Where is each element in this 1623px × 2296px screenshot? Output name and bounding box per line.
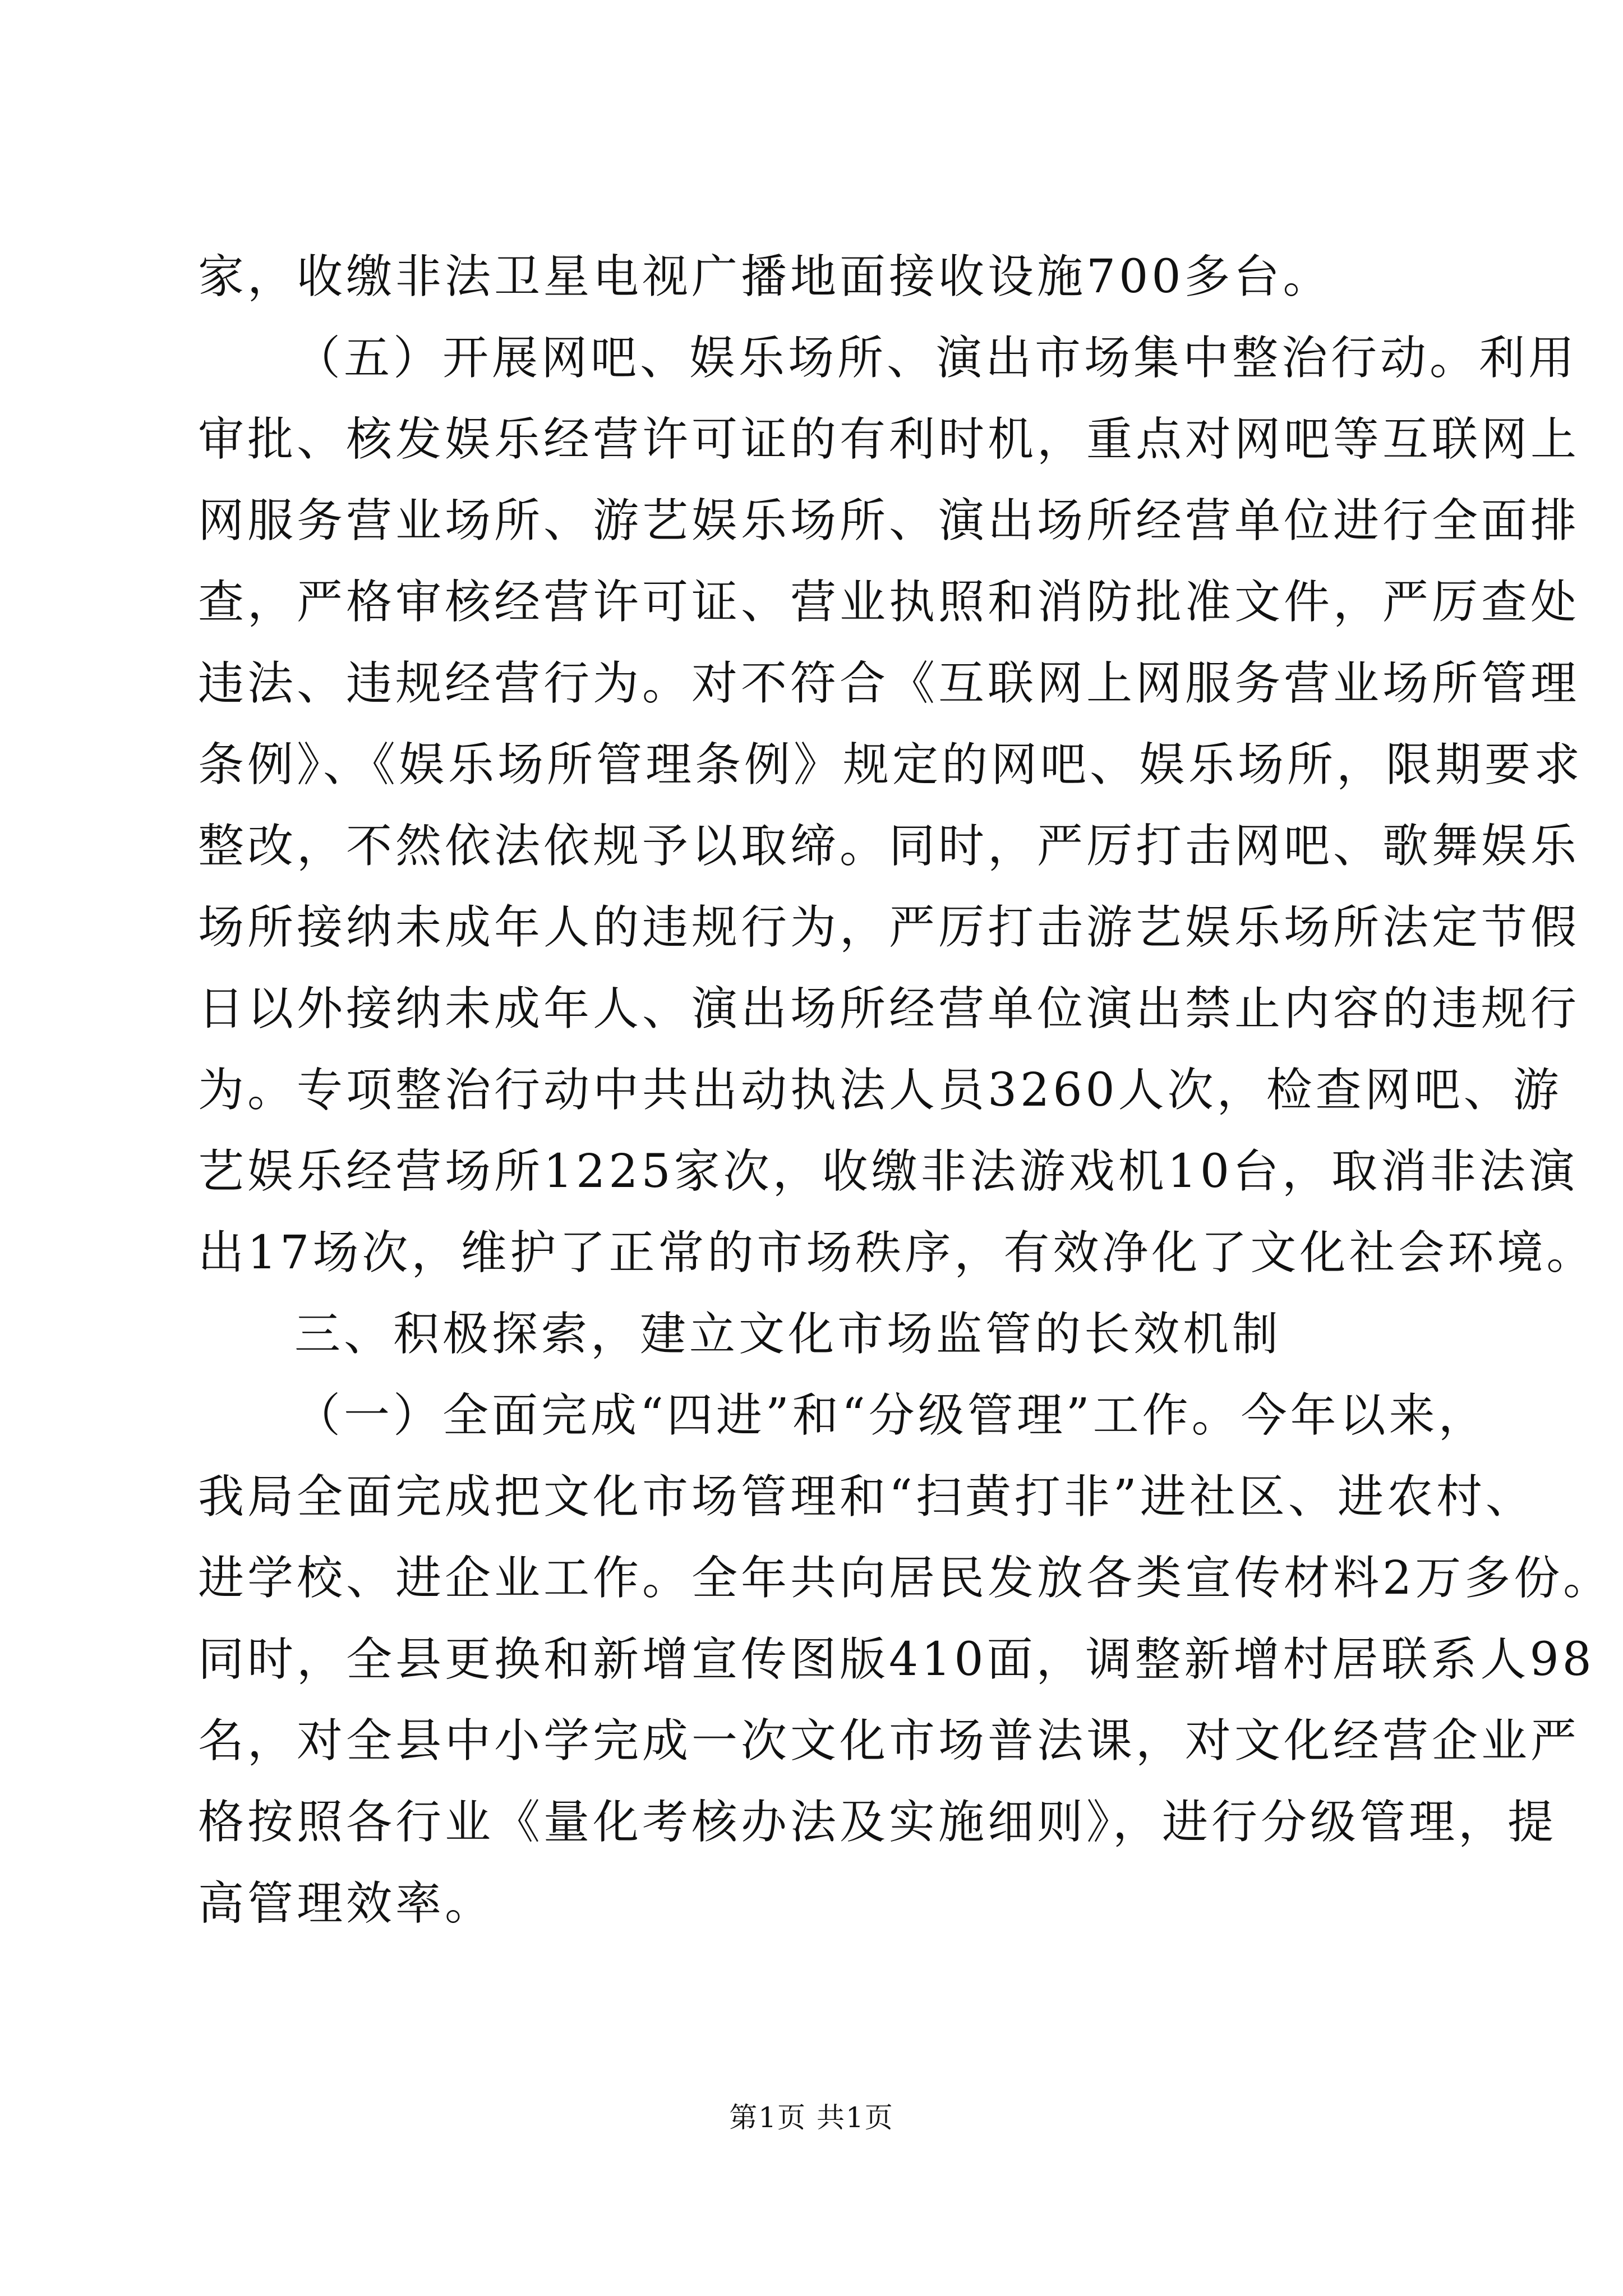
body-line: 场所接纳未成年人的违规行为，严厉打击游艺娱乐场所法定节假 <box>198 901 1580 954</box>
body-line: 审批、核发娱乐经营许可证的有利时机，重点对网吧等互联网上 <box>198 413 1580 466</box>
body-line: 我局全面完成把文化市场管理和“扫黄打非”进社区、进农村、 <box>198 1470 1535 1524</box>
body-line: （一）全面完成“四进”和“分级管理”工作。今年以来， <box>294 1389 1488 1442</box>
body-line: 查，严格审核经营许可证、营业执照和消防批准文件，严厉查处 <box>198 576 1580 629</box>
body-line: 条例》、《娱乐场所管理条例》规定的网吧、娱乐场所，限期要求 <box>198 738 1584 792</box>
body-line: （五）开展网吧、娱乐场所、演出市场集中整治行动。利用 <box>294 332 1578 385</box>
body-line: 家，收缴非法卫星电视广播地面接收设施700多台。 <box>198 250 1332 303</box>
body-line: 同时，全县更换和新增宣传图版410面，调整新增村居联系人98 <box>198 1633 1595 1686</box>
body-line: 违法、违规经营行为。对不符合《互联网上网服务营业场所管理 <box>198 657 1580 710</box>
body-line: 进学校、进企业工作。全年共向居民发放各类宣传材料2万多份。 <box>198 1552 1613 1605</box>
body-line: 高管理效率。 <box>198 1877 495 1930</box>
body-line: 出17场次，维护了正常的市场秩序，有效净化了文化社会环境。 <box>198 1226 1596 1280</box>
body-line: 名，对全县中小学完成一次文化市场普法课，对文化经营企业严 <box>198 1714 1580 1768</box>
body-line: 格按照各行业《量化考核办法及实施细则》，进行分级管理，提 <box>198 1796 1557 1849</box>
body-line: 整改，不然依法依规予以取缔。同时，严厉打击网吧、歌舞娱乐 <box>198 820 1580 873</box>
body-line: 日以外接纳未成年人、演出场所经营单位演出禁止内容的违规行 <box>198 982 1580 1036</box>
body-line: 为。专项整治行动中共出动执法人员3260人次，检查网吧、游 <box>198 1064 1562 1117</box>
page-footer: 第1页 共1页 <box>729 2101 894 2134</box>
body-line: 艺娱乐经营场所1225家次，收缴非法游戏机10台，取消非法演 <box>198 1145 1579 1198</box>
body-line: 网服务营业场所、游艺娱乐场所、演出场所经营单位进行全面排 <box>198 494 1580 547</box>
section-heading: 三、积极探索，建立文化市场监管的长效机制 <box>294 1308 1282 1361</box>
